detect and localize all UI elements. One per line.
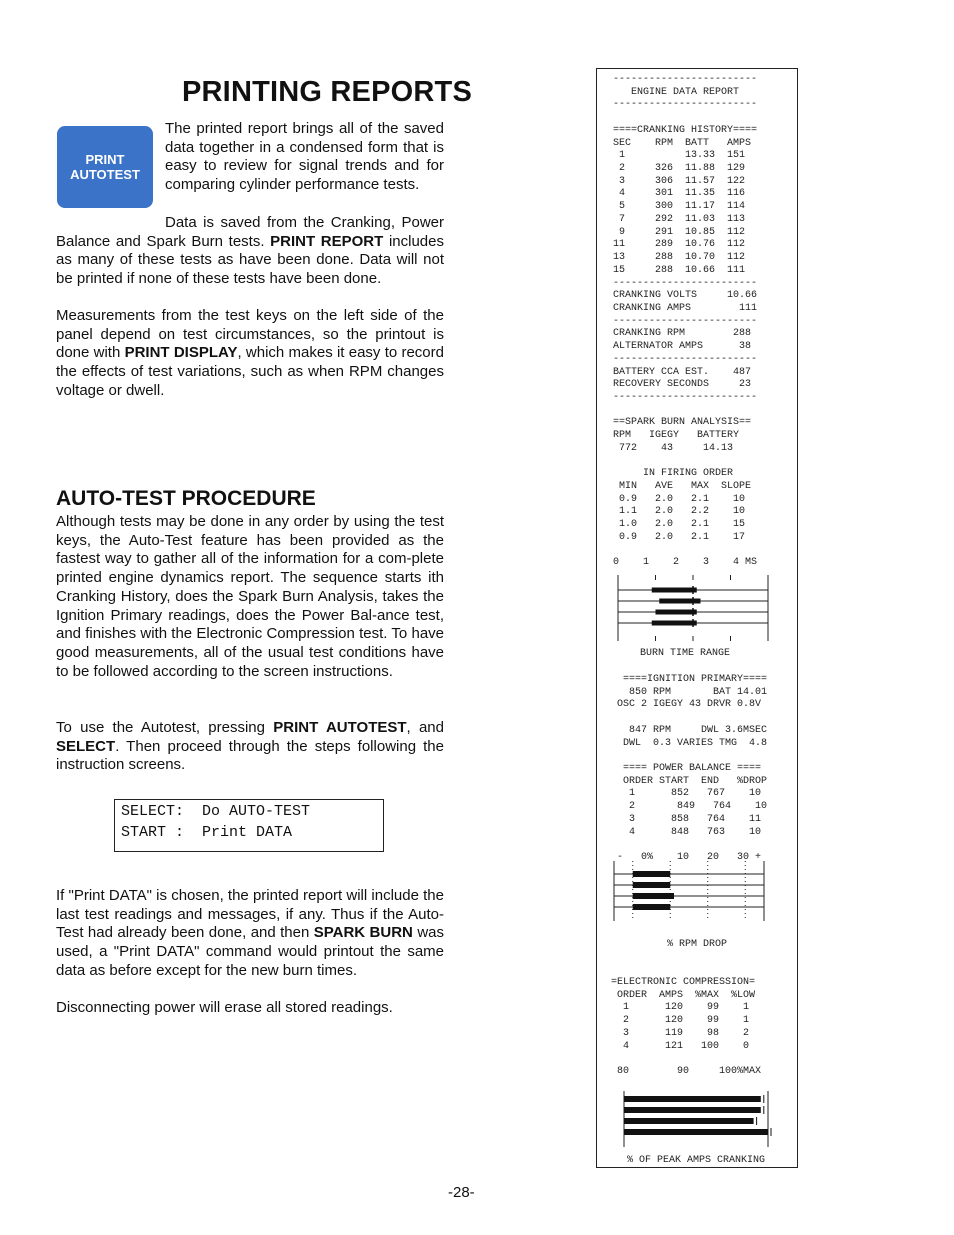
report-line: 1.1 2.0 2.2 10 xyxy=(613,506,746,518)
report-line: 1.0 2.0 2.1 15 xyxy=(613,519,746,531)
print-autotest-keyword: PRINT AUTOTEST xyxy=(273,719,407,736)
drop-bar xyxy=(633,893,674,899)
report-line: 1 852 767 10 xyxy=(617,788,762,800)
report-line: 2 120 99 1 xyxy=(611,1015,750,1027)
autotest-p3-text-2: was used, a "Print DATA" command would printout the same data as before except for the new burn times. xyxy=(56,924,444,979)
lcd-line-2: START : Print DATA xyxy=(121,824,293,841)
intro-p3-text-2: , which makes it easy to record the effects of test variations, such as when RPM changes voltage or dwell. xyxy=(56,344,444,399)
report-line: 7 292 11.03 113 xyxy=(613,213,746,225)
report-line: ------------------------ xyxy=(613,315,758,327)
report-line: 772 43 14.13 xyxy=(613,442,734,454)
report-line: ====IGNITION PRIMARY==== xyxy=(617,674,768,685)
drop-chart-caption: % RPM DROP xyxy=(667,939,728,950)
print-autotest-label-1: PRINT xyxy=(85,152,125,167)
report-line: ------------------------ xyxy=(613,353,758,365)
autotest-p2-text-3: . Then proceed through the steps following the instruction screens. xyxy=(56,737,444,774)
burn-range-bar xyxy=(652,621,697,626)
comp-bar xyxy=(624,1107,761,1113)
report-line: ==SPARK BURN ANALYSIS== xyxy=(613,417,752,429)
compression-chart-caption: % OF PEAK AMPS CRANKING xyxy=(627,1155,766,1166)
report-line: ==== POWER BALANCE ==== xyxy=(617,763,762,775)
drop-bar xyxy=(633,904,671,910)
comp-bar xyxy=(624,1118,754,1124)
report-line: 2 326 11.88 129 xyxy=(613,163,746,175)
report-line: ALTERNATOR AMPS 38 xyxy=(613,341,752,353)
report-line: 80 90 100%MAX xyxy=(611,1066,762,1078)
report-line: BATTERY CCA EST. 487 xyxy=(613,366,752,378)
report-line: MIN AVE MAX SLOPE xyxy=(613,481,752,493)
report-line: ====CRANKING HISTORY==== xyxy=(613,124,758,136)
report-line: 4 121 100 0 xyxy=(611,1040,750,1052)
autotest-paragraph-1: Although tests may be done in any order by using the test keys, the Auto-Test feature has been provided as the fastest way to gather all of the information for a com-plete printed engine dynamics report. The sequence starts ith Cranking History, does the Spark Burn Analysis, takes the Ignition Primary readings, does the Power Bal-ance test, and finishes with the Electronic Compression test. To have good measurements, all of the usual test conditions have to be followed according to the screen instructions. xyxy=(56,513,444,680)
report-line: ENGINE DATA REPORT xyxy=(613,86,740,98)
autotest-p2-text: To use the Autotest, pressing xyxy=(56,719,265,736)
print-autotest-label-2: AUTOTEST xyxy=(70,167,140,182)
report-line: 0 1 2 3 4 MS xyxy=(613,557,758,569)
comp-bar xyxy=(624,1096,761,1102)
report-line: 0.9 2.0 2.1 17 xyxy=(613,531,746,543)
report-line: RPM IGEGY BATTERY xyxy=(613,430,740,442)
report-line: CRANKING VOLTS 10.66 xyxy=(613,290,758,302)
report-line: DWL 0.3 VARIES TMG 4.8 xyxy=(617,737,768,749)
print-display-keyword: PRINT DISPLAY xyxy=(124,344,238,362)
report-line: RECOVERY SECONDS 23 xyxy=(613,379,752,391)
report-line: 11 289 10.76 112 xyxy=(613,239,746,251)
report-line: CRANKING AMPS 111 xyxy=(613,302,758,314)
report-line: 3 858 764 11 xyxy=(617,813,762,825)
print-report-keyword: PRINT REPORT xyxy=(270,232,384,250)
comp-bar xyxy=(624,1129,768,1135)
burn-chart-caption: BURN TIME RANGE xyxy=(640,648,731,659)
drop-bar xyxy=(633,882,671,888)
report-line: SEC RPM BATT AMPS xyxy=(613,137,752,149)
report-line: 850 RPM BAT 14.01 xyxy=(617,686,768,698)
report-line: 847 RPM DWL 3.6MSEC xyxy=(617,724,768,736)
report-line: ------------------------ xyxy=(613,74,758,85)
section-heading-autotest: AUTO-TEST PROCEDURE xyxy=(56,487,316,510)
intro-p2-text: Data is saved from the Cranking, Power Balance and Spark Burn tests. xyxy=(56,214,444,250)
burn-range-bar xyxy=(659,599,700,604)
report-line: IN FIRING ORDER xyxy=(613,468,734,480)
report-line: 4 301 11.35 116 xyxy=(613,188,746,200)
report-line: 4 848 763 10 xyxy=(617,826,762,838)
report-line: 1 13.33 151 xyxy=(613,150,746,162)
report-line: 15 288 10.66 111 xyxy=(613,264,746,276)
autotest-p3-text: If "Print DATA" is chosen, the printed report will include the last test readings and messages, if any. Thus if the Auto-Test had already been done, and then xyxy=(56,887,444,942)
autotest-paragraph-2 xyxy=(56,719,444,775)
intro-paragraph-2 xyxy=(56,214,444,289)
burn-range-bar xyxy=(652,588,697,593)
intro-paragraph-3 xyxy=(56,307,444,401)
report-line: ------------------------ xyxy=(613,99,758,111)
print-autotest-button[interactable] xyxy=(57,126,153,208)
lcd-screen xyxy=(114,799,384,852)
intro-p2-text-2: includes as many of these tests as have been done. Data will not be printed if none of these tests have been done. xyxy=(56,232,444,288)
burn-range-bar xyxy=(656,610,697,615)
report-line: 1 120 99 1 xyxy=(611,1002,750,1014)
drop-bar xyxy=(633,871,671,877)
report-line: ------------------------ xyxy=(613,392,758,403)
intro-paragraph-1: The printed report brings all of the saved data together in a condensed form that is easy to review for signal trends and for comparing cylinder performance tests. xyxy=(165,120,444,194)
report-line: OSC 2 IGEGY 43 DRVR 0.8V xyxy=(617,699,762,711)
report-line: 0.9 2.0 2.1 10 xyxy=(613,493,746,505)
report-line: 9 291 10.85 112 xyxy=(613,226,746,238)
page-number: -28- xyxy=(448,1184,475,1201)
report-line: 3 119 98 2 xyxy=(611,1027,750,1039)
report-line: 3 306 11.57 122 xyxy=(613,175,746,187)
report-line: 2 849 764 10 xyxy=(617,801,768,813)
report-line: =ELECTRONIC COMPRESSION= xyxy=(611,977,756,988)
report-line: ORDER START END %DROP xyxy=(617,775,768,787)
page-title: PRINTING REPORTS xyxy=(182,76,472,108)
autotest-paragraph-4: Disconnecting power will erase all stored readings. xyxy=(56,999,393,1016)
printed-report xyxy=(596,68,798,1168)
report-line: ORDER AMPS %MAX %LOW xyxy=(611,989,756,1001)
report-line: 5 300 11.17 114 xyxy=(613,201,746,213)
lcd-line-1: SELECT: Do AUTO-TEST xyxy=(121,803,311,820)
spark-burn-keyword: SPARK BURN xyxy=(313,924,413,942)
report-line: ------------------------ xyxy=(613,277,758,289)
report-line: 13 288 10.70 112 xyxy=(613,252,746,264)
report-line: CRANKING RPM 288 xyxy=(613,328,752,340)
autotest-paragraph-3 xyxy=(56,887,444,981)
autotest-p2-text-2: , and xyxy=(406,719,444,736)
select-keyword: SELECT xyxy=(56,737,116,755)
intro-p3-text: Measurements from the test keys on the left side of the panel depend on test circumstances, so the printout is done with xyxy=(56,307,444,362)
report-line: - 0% 10 20 30 + xyxy=(617,852,762,864)
